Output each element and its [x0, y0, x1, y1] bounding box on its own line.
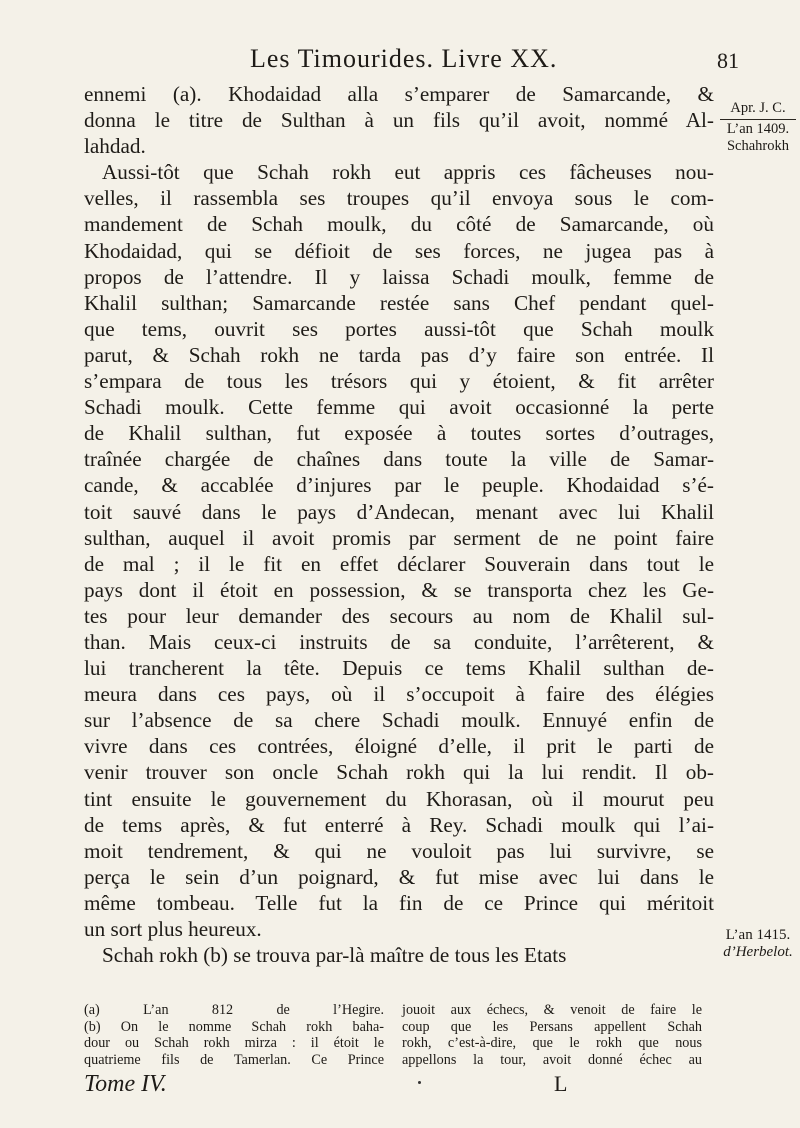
page-number: 81 — [717, 48, 739, 73]
text-line: de tems après, & fut enterré à Rey. Schadi moulk qui l’ai- — [84, 812, 714, 837]
text-line: lahdad. — [84, 134, 146, 159]
footnotes-left-column — [84, 1002, 384, 1068]
footnote-line: (a) L’an 812 de l’Hegire. — [84, 1002, 384, 1018]
footnote-line: jouoit aux échecs, & venoit de faire le — [402, 1002, 702, 1018]
text-line: velles, il rassembla ses troupes qu’il envoya sous le com- — [84, 186, 714, 211]
margin-note-year — [716, 927, 800, 961]
main-text — [84, 81, 714, 968]
text-line: perça le sein d’un poignard, & fut mise avec lui dans le — [84, 864, 714, 889]
text-line: propos de l’attendre. Il y laissa Schadi moulk, femme de — [84, 264, 714, 289]
text-line: sur l’absence de sa chere Schadi moulk. Ennuyé enfin de — [84, 708, 714, 733]
text-line: Aussi-tôt que Schah rokh eut appris ces fâcheuses nou- — [102, 160, 714, 185]
text-line: tint ensuite le gouvernement du Khorasan, où il mourut peu — [84, 786, 714, 811]
text-line: parut, & Schah rokh ne tarda pas d’y faire son entrée. Il — [84, 342, 714, 367]
text-line: sulthan, auquel il avoit promis par serment de ne point faire — [84, 525, 714, 550]
text-line: de Khalil sulthan, fut exposée à toutes sortes d’outrages, — [84, 421, 714, 446]
footnote-line: quatrieme fils de Tamerlan. Ce Prince — [84, 1051, 384, 1068]
volume-number: Tome IV. — [84, 1071, 167, 1097]
margin-rule — [720, 119, 796, 120]
text-line: ennemi (a). Khodaidad alla s’emparer de Samarcande, & — [84, 82, 714, 106]
text-line: donna le titre de Sulthan à un fils qu’il avoit, nommé Al- — [84, 108, 714, 133]
text-line: Khalil sulthan; Samarcande restée sans Chef pendant quel- — [84, 290, 714, 315]
signature-mark: L — [554, 1071, 568, 1096]
margin-year: L’an 1409. — [726, 121, 790, 137]
decorative-dot — [418, 1081, 421, 1084]
footnote-line: coup que les Persans appellent Schah — [402, 1018, 702, 1035]
footnotes-right-column — [402, 1002, 702, 1068]
text-line: Schah rokh (b) se trouva par-là maître de tous les Etats — [102, 943, 567, 968]
text-line: Schadi moulk. Cette femme qui avoit occasionné la perte — [84, 395, 714, 420]
footnote-line: (b) On le nomme Schah rokh baha- — [84, 1018, 384, 1035]
margin-year: L’an 1415. — [725, 927, 791, 943]
margin-subject: Schahrokh — [726, 138, 789, 154]
text-line: Khodaidad, qui se défioit de ses forces, ne jugea pas à — [84, 238, 714, 263]
footnote-line: rokh, c’est-à-dire, que le rokh que nous — [402, 1035, 702, 1052]
text-line: toit sauvé dans le pays d’Andecan, menant avec lui Khalil — [84, 499, 714, 524]
text-line: un sort plus heureux. — [84, 917, 262, 941]
text-line: tes pour leur demander des secours au nom de Khalil sul- — [84, 603, 714, 628]
text-line: même tombeau. Telle fut la fin de ce Prince qui méritoit — [84, 890, 714, 915]
text-line: moit tendrement, & qui ne vouloit pas lui survivre, se — [84, 838, 714, 863]
page-footer — [84, 1071, 714, 1101]
text-line: lui trancherent la tête. Depuis ce tems Khalil sulthan de- — [84, 656, 714, 681]
text-line: venir trouver son oncle Schah rokh qui la lui rendit. Il ob- — [84, 760, 714, 785]
text-line: pays dont il étoit en possession, & se transporta chez les Ge- — [84, 577, 714, 602]
text-line: meura dans ces pays, où il s’occupoit à faire des élégies — [84, 682, 714, 707]
margin-era: Apr. J. C. — [730, 100, 786, 116]
text-line: que tems, ouvrit ses portes aussi-tôt que Schah moulk — [84, 316, 714, 341]
text-line: mandement de Schah moulk, du côté de Samarcande, où — [84, 212, 714, 237]
text-line: s’empara de tous les trésors qui y étoient, & fit arrêter — [84, 369, 714, 394]
running-title: Les Timourides. Livre XX. — [250, 44, 558, 73]
text-line: cande, & accablée d’injures par le peuple. Khodaidad s’é- — [84, 473, 714, 498]
margin-source: d’Herbelot. — [723, 944, 793, 960]
footnote-line: dour ou Schah rokh mirza : il étoit le — [84, 1035, 384, 1052]
text-line: de mal ; il le fit en effet déclarer Souverain dans tout le — [84, 551, 714, 576]
text-line: traînée chargée de chaînes dans toute la ville de Samar- — [84, 447, 714, 472]
text-line: than. Mais ceux-ci instruits de sa conduite, l’arrêterent, & — [84, 629, 714, 654]
text-line: vivre dans ces contrées, éloigné d’elle, il prit le parti de — [84, 734, 714, 759]
margin-note-date — [716, 100, 800, 155]
footnote-line: appellons la tour, avoit donné échec au — [402, 1051, 702, 1068]
page-header — [0, 44, 800, 78]
